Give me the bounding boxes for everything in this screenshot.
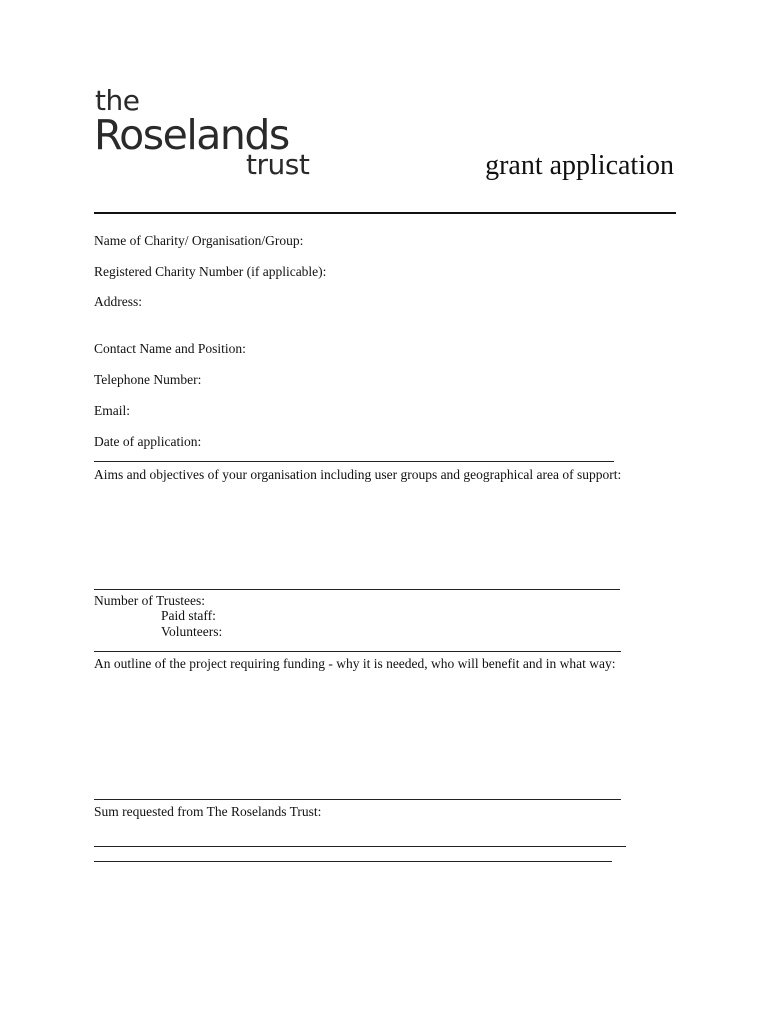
application-date-label: Date of application: [94,434,202,449]
charity-number-label: Registered Charity Number (if applicable): [94,264,327,279]
title-divider [94,212,676,214]
volunteers-label: Volunteers: [161,624,223,639]
section-divider [94,799,621,800]
logo-the-text: the [95,84,140,117]
telephone-label: Telephone Number: [94,372,202,387]
sum-requested-label: Sum requested from The Roselands Trust: [94,804,322,819]
roselands-trust-logo [94,84,334,184]
aims-objectives-label: Aims and objectives of your organisation including user groups and geographical area of support: [94,467,622,482]
project-outline-label: An outline of the project requiring funding - why it is needed, who will benefit and in what way: [94,656,616,671]
logo-trust-text: trust [246,148,310,181]
section-divider [94,461,614,462]
logo-roselands-text: Roselands [94,111,289,159]
form-title: grant application [485,150,674,181]
section-divider [94,651,621,652]
organisation-name-label: Name of Charity/ Organisation/Group: [94,233,304,248]
trustees-label: Number of Trustees: [94,593,205,608]
section-divider [94,846,626,847]
contact-name-label: Contact Name and Position: [94,341,246,356]
section-divider [94,589,620,590]
paid-staff-label: Paid staff: [161,608,216,623]
address-label: Address: [94,294,142,309]
section-divider [94,861,612,862]
email-label: Email: [94,403,130,418]
